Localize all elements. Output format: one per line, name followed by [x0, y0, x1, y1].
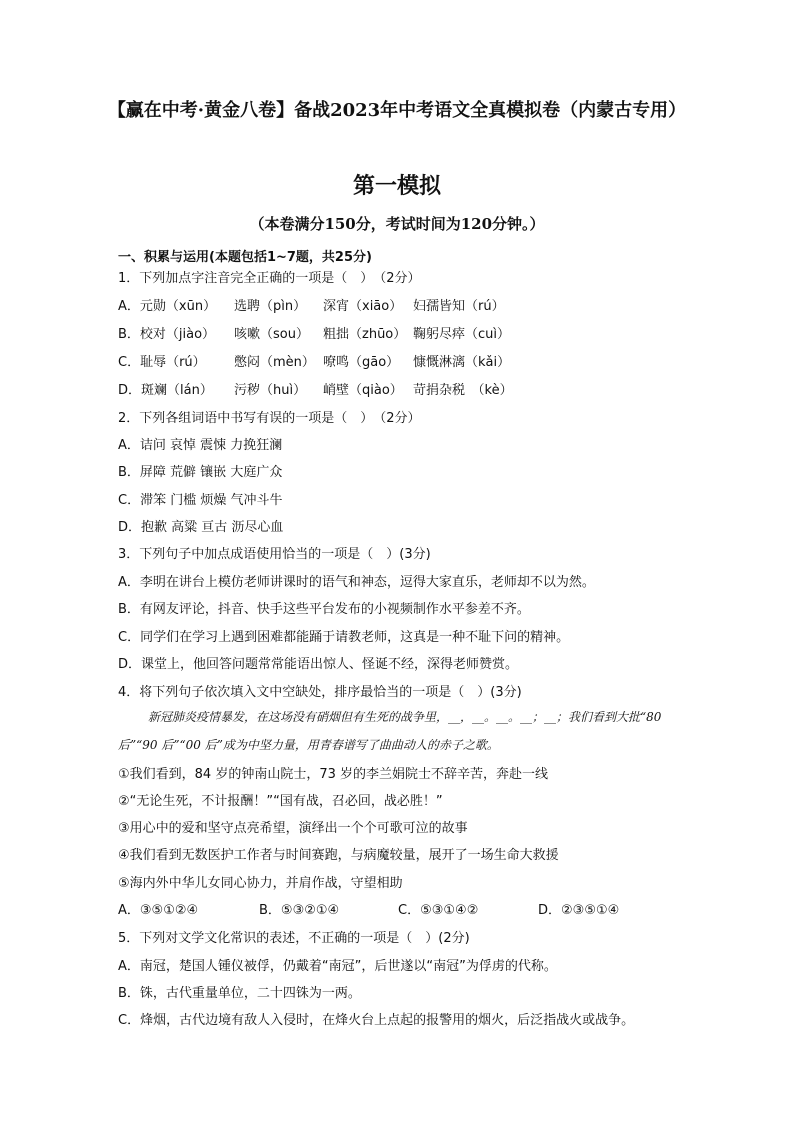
q5-option-a: A．南冠，楚国人锺仪被俘，仍戴着“南冠”，后世遂以“南冠”为俘虏的代称。 [118, 959, 557, 974]
q2-stem: 2．下列各组词语中书写有误的一项是（ ） （2分） [118, 411, 421, 426]
q2-option-c: C．滞笨 门槛 烦燥 气冲斗牛 [118, 493, 283, 508]
q3-option-b: B．有网友评论，抖音、快手这些平台发布的小视频制作水平参差不齐。 [118, 602, 530, 617]
q4-passage: 新冠肺炎疫情暴发，在这场没有硝烟但有生死的战争里，__，__。__。__；__；我们看到大批“80 后”“90 后”“00 后”成为中坚力量，用青春谱写了曲曲动人的赤子之歌。 [118, 710, 662, 752]
q5-option-c: C．烽烟，古代边境有敌人入侵时，在烽火台上点起的报警用的烟火，后泛指战火或战争。 [118, 1013, 635, 1028]
q1-option-d: D．斑斓（lán） 污秽（huì） 峭壁（qiào） 苛捐杂税 （kè） [118, 383, 513, 398]
q4-sentence-4: ④我们看到无数医护工作者与时间赛跑，与病魔较量，展开了一场生命大救援 [118, 848, 559, 863]
q1-option-b: B．校对（jiào） 咳嗽（sou） 粗拙（zhūo） 鞠躬尽瘁（cuì） [118, 327, 510, 342]
q1-stem: 1．下列加点字注音完全正确的一项是（ ） （2分） [118, 271, 421, 286]
q1-option-a: A．元勋（xūn） 选聘（pìn） 深宵（xiāo） 妇孺皆知（rú） [118, 299, 505, 314]
q5-option-b: B．铢，古代重量单位，二十四铢为一两。 [118, 986, 361, 1001]
q2-option-b: B．屏障 荒僻 镶嵌 大庭广众 [118, 465, 283, 480]
exam-subtitle: 第一模拟 [352, 173, 441, 199]
q3-option-a: A．李明在讲台上模仿老师讲课时的语气和神态，逗得大家直乐，老师却不以为然。 [118, 575, 595, 590]
q3-option-d: D．课堂上，他回答问题常常能语出惊人、怪诞不经，深得老师赞赏。 [118, 657, 519, 672]
q3-option-c: C．同学们在学习上遇到困难都能踊于请教老师，这真是一种不耻下问的精神。 [118, 630, 570, 645]
q2-option-a: A．诘问 哀悼 震悚 力挽狂澜 [118, 438, 283, 453]
score-time-note: （本卷满分150分，考试时间为120分钟。） [249, 215, 545, 233]
q4-sentence-1: ①我们看到，84 岁的钟南山院士，73 岁的李兰娟院士不辞辛苦，奔赴一线 [118, 767, 549, 782]
q4-stem: 4．将下列句子依次填入文中空缺处，排序最恰当的一项是（ ）(3分) [118, 685, 522, 700]
section-heading: 一、积累与运用(本题包括1~7题，共25分) [118, 250, 372, 265]
q2-option-d: D．抱歉 高粱 亘古 沥尽心血 [118, 520, 284, 535]
q4-sentence-5: ⑤海内外中华儿女同心协力，并肩作战，守望相助 [118, 876, 403, 891]
q4-options: A．③⑤①②④ B．⑤③②①④ C．⑤③①④② D．②③⑤①④ [118, 903, 620, 918]
q4-sentence-2: ②“无论生死，不计报酬！”“国有战，召必回，战必胜！” [118, 794, 443, 809]
q3-stem: 3．下列句子中加点成语使用恰当的一项是（ ）(3分) [118, 547, 431, 562]
exam-title: 【赢在中考·黄金八卷】备战2023年中考语文全真模拟卷（内蒙古专用） [107, 100, 687, 121]
q1-option-c: C．耻辱（rú） 憋闷（mèn） 嘹鸣（gāo） 慷慨淋漓（kǎi） [118, 355, 511, 370]
q4-sentence-3: ③用心中的爱和坚守点亮希望，演绎出一个个可歌可泣的故事 [118, 821, 468, 836]
q5-stem: 5．下列对文学文化常识的表述，不正确的一项是（ ）(2分) [118, 931, 470, 946]
